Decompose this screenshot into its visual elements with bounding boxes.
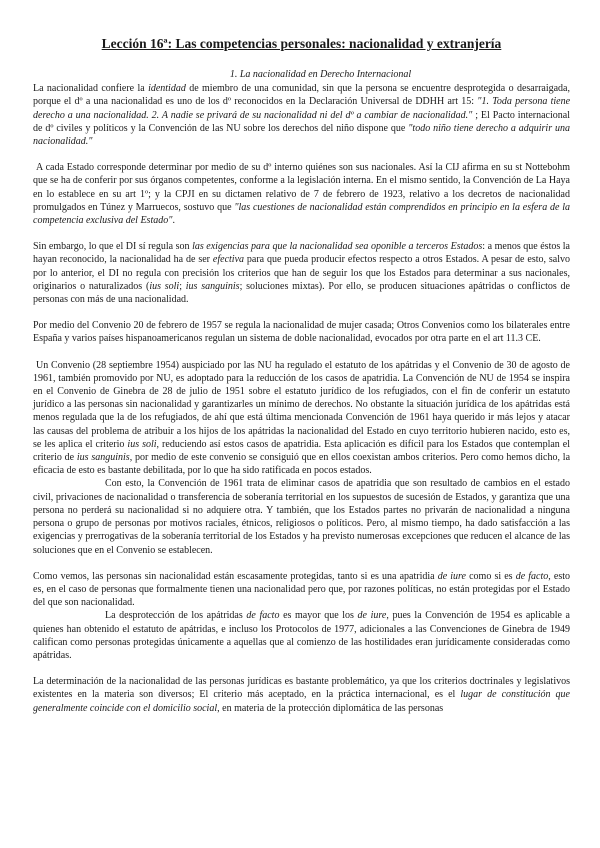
section-heading: 1. La nacionalidad en Derecho Internacional xyxy=(229,69,412,80)
paragraph-7: Como vemos, las personas sin nacionalidad están escasamente protegidas, tanto si es una apatridia de iure como si es de facto, esto es, en el caso de personas que formalmente tienen una nacionalidad pero que, por razones políticas, no están protegidas por el Estado del que son nacionalidad. xyxy=(33,570,570,609)
paragraph-3: Sin embargo, lo que el DI sí regula son las exigencias para que la nacionalidad sea oponible a terceros Estados: a menos que éstos la hayan reconocido, la nacionalidad ha de ser efectiva para que pueda producir efectos respecto a otros Estados. A pesar de esto, salvo por lo anterior, el DI no regula con precisión los criterios que han de seguir los que los Estados para determinar a sus nacionales, originarios o naturalizados (ius soli; ius sanguinis; soluciones mixtas). Por ello, se producen situaciones apátridas o conflictos de personas con más de una nacionalidad. xyxy=(33,241,570,306)
paragraph-8: La desprotección de los apátridas de facto es mayor que los de iure, pues la Convención de 1954 es aplicable a quienes han obtenido el estatuto de apátridas, e incluso los Protocolos de 1977, adicionales a las Convenciones de Ginebra de 1949 califican como personas protegidas únicamente a aquellas que al comienzo de las hostilidades eran jurídicamente consideradas como apátridas. xyxy=(33,610,570,661)
paragraph-5: Un Convenio (28 septiembre 1954) auspiciado por las NU ha regulado el estatuto de los apátridas y el Convenio de 30 de agosto de 1961, también promovido por NU, es adoptado para la reducción de los casos de apatridia. La Convención de NU de 1954 se inspira en el Convenio de Ginebra de 28 de julio de 1951 sobre el estatuto jurídico de los refugiados, con el fin de conferir un estatuto jurídico a las personas sin nacionalidad y garantizarles un mínimo de derechos. No obstante la situación jurídica de los apátridas está menos regulada que la de los refugiados, de ahí que está última mencionada Convención de 1961 haya querido ir más lejos y atacar las causas del problema de atribuir a los hijos de los apátridas la nacionalidad del Estado en cuyo territorio hubieren nacido, esto es, se les aplica el criterio ius soli, reduciendo así estos casos de apatridia. Esta aplicación es difícil para los Estados que contemplan el criterio de ius sanguinis, por medio de este convenio se consiguió que en ellos coexistan ambos criterios. Pero como hemos dicho, la eficacia de esto es bastante debilitada, por lo que ha sido ratificada en pocos estados. xyxy=(33,359,571,477)
paragraph-6: Con esto, la Convención de 1961 trata de eliminar casos de apatridia que son resultado de cambios en el estado civil, privaciones de nacionalidad o transferencia de soberanía territorial en los supuestos de sucesión de Estados, y garantiza que una persona no perderá su nacionalidad si no adquiere otra. Y también, que los Estados partes no privarán de nacionalidad a ninguna persona o grupo de personas por motivos raciales, étnicos, religiosos o políticos. Pero, al mismo tiempo, ha dado satisfacción a las exigencias y prerrogativas de la soberanía territorial de los Estados y ha previsto numerosas excepciones que reducen el alcance de las soluciones que en el Convenio se establecen. xyxy=(33,478,571,556)
paragraph-1: La nacionalidad confiere la identidad de miembro de una comunidad, sin que la persona se encuentre desprotegida o desarraigada, porque el dº a una nacionalidad es uno de los dº reconocidos en la Declaración Universal de DDHH art 15: "1. Toda persona tiene derecho a una nacionalidad. 2. A nadie se privará de su nacionalidad ni del dº a cambiar de nacionalidad." ; El Pacto internacional de dº civiles y políticos y la Convención de las NU sobre los derechos del niño dispone que "todo niño tiene derecho a adquirir una nacionalidad." xyxy=(33,83,571,148)
paragraph-9: La determinación de la nacionalidad de las personas jurídicas es bastante problemático, ya que los criterios doctrinales y legislativos existentes en la materia son diversos; El criterio más aceptado, en la práctica internacional, es el lugar de constitución que generalmente coincide con el domicilio social, en materia de la protección diplomática de las personas xyxy=(33,676,570,714)
page-title: Lección 16ª: Las competencias personales: nacionalidad y extranjería xyxy=(101,36,502,51)
paragraph-4: Por medio del Convenio 20 de febrero de 1957 se regula la nacionalidad de mujer casada; Otros Convenios como los bilaterales entre España y varios países hispanoamericanos regulan un sistema de doble nacionalidad, evocados por otra parte en el art 11.3 CE. xyxy=(33,320,570,345)
paragraph-2: A cada Estado corresponde determinar por medio de su dº interno quiénes son sus nacionales. Así la CIJ afirma en su st Nottebohm que se ha de conferir por sus órganos competentes, conforme a la legislación interna. En el mismo sentido, la Convención de La Haya en lo establece en su art 1º; y la CPJI en su dictamen relativo de 7 de febrero de 1923, relativo a los decretos de nacionalidad promulgados en Túnez y Marruecos, sostuvo que "las cuestiones de nacionalidad están comprendidos en principio en la esfera de la competencia exclusiva del Estado". xyxy=(33,162,571,227)
